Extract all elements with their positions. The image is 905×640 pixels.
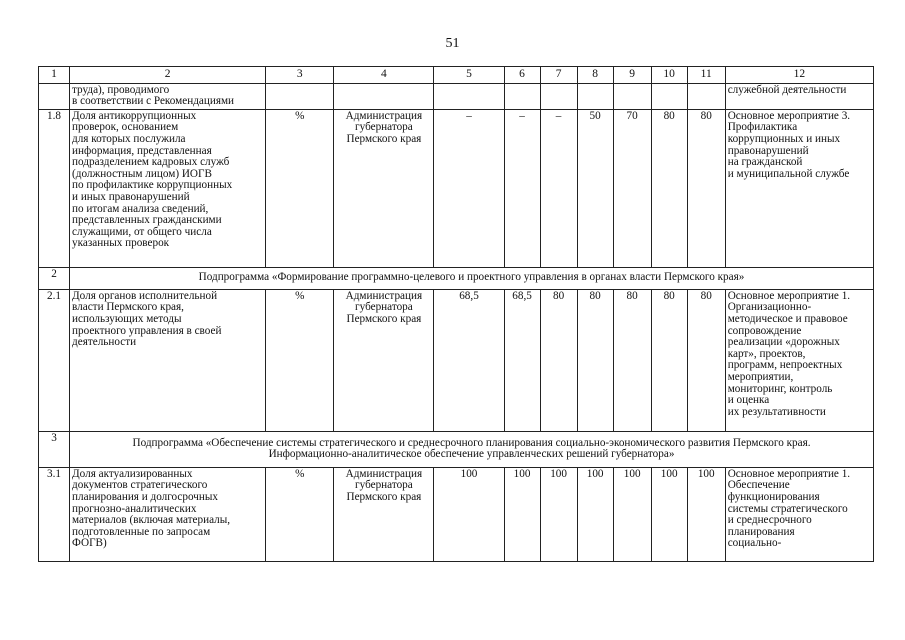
indicators-table — [38, 66, 874, 562]
measure-text: Основное мероприятие 3. Профилактика коррупционных и иных правонарушений на гражданской и муниципальной службе — [725, 109, 873, 267]
value-cell: 80 — [687, 109, 725, 267]
value-cell: – — [540, 109, 577, 267]
indicator-name: труда), проводимого в соответствии с Рекомендациями — [70, 83, 266, 109]
header-cell: 6 — [504, 67, 540, 84]
value-cell: 100 — [577, 467, 613, 561]
value-cell: 100 — [687, 467, 725, 561]
responsible-org: Администрация губернатора Пермского края — [334, 109, 434, 267]
measure-text: служебной деятельности — [725, 83, 873, 109]
value-cell: 100 — [651, 467, 687, 561]
row-number: 2.1 — [39, 289, 70, 431]
subprogram-row — [39, 431, 874, 467]
responsible-org: Администрация губернатора Пермского края — [334, 289, 434, 431]
header-cell: 5 — [434, 67, 504, 84]
row-number: 1.8 — [39, 109, 70, 267]
header-cell: 1 — [39, 67, 70, 84]
page-number: 51 — [445, 36, 460, 51]
value-cell: 80 — [651, 289, 687, 431]
header-cell: 11 — [687, 67, 725, 84]
value-cell: 50 — [577, 109, 613, 267]
indicator-name: Доля органов исполнительной власти Пермского края, использующих методы проектного управления в своей деятельности — [70, 289, 266, 431]
row-number: 2 — [39, 267, 70, 289]
header-cell: 7 — [540, 67, 577, 84]
value-cell: 80 — [613, 289, 651, 431]
value-cell: 80 — [651, 109, 687, 267]
unit: % — [266, 109, 334, 267]
value-cell: – — [434, 109, 504, 267]
value-cell: 80 — [540, 289, 577, 431]
value-cell: 68,5 — [504, 289, 540, 431]
unit: % — [266, 467, 334, 561]
unit: % — [266, 289, 334, 431]
header-cell: 3 — [266, 67, 334, 84]
subprogram-title: Подпрограмма «Обеспечение системы стратегического и среднесрочного планирования социально-экономического развития Пермского края. Информационно-аналитическое обеспечение управленческих решений губернатора» — [70, 431, 874, 467]
value-cell: 100 — [504, 467, 540, 561]
header-cell: 9 — [613, 67, 651, 84]
header-cell: 12 — [725, 67, 873, 84]
row-number: 3 — [39, 431, 70, 467]
row-number: 3.1 — [39, 467, 70, 561]
table-row — [39, 109, 874, 267]
value-cell: – — [504, 109, 540, 267]
indicator-name: Доля антикоррупционных проверок, основанием для которых послужила информация, представленная подразделением кадровых служб (должностным лицом) ИОГВ по профилактике коррупционных и иных правонарушений по итогам анализа сведений, представленных гражданскими служащими, от общего числа указанных проверок — [70, 109, 266, 267]
value-cell: 80 — [687, 289, 725, 431]
value-cell: 100 — [434, 467, 504, 561]
continuation-row — [39, 83, 874, 109]
header-cell: 8 — [577, 67, 613, 84]
responsible-org: Администрация губернатора Пермского края — [334, 467, 434, 561]
table-row — [39, 467, 874, 561]
table-row — [39, 289, 874, 431]
measure-text: Основное мероприятие 1. Обеспечение функционирования системы стратегического и среднесрочного планирования социально- — [725, 467, 873, 561]
header-row — [39, 67, 874, 84]
indicator-name: Доля актуализированных документов стратегического планирования и долгосрочных прогнозно-аналитических материалов (включая материалы, подготовленные по запросам ФОГВ) — [70, 467, 266, 561]
subprogram-title: Подпрограмма «Формирование программно-целевого и проектного управления в органах власти Пермского края» — [70, 267, 874, 289]
header-cell: 4 — [334, 67, 434, 84]
subprogram-row — [39, 267, 874, 289]
value-cell: 68,5 — [434, 289, 504, 431]
header-cell: 2 — [70, 67, 266, 84]
value-cell: 100 — [613, 467, 651, 561]
value-cell: 70 — [613, 109, 651, 267]
measure-text: Основное мероприятие 1. Организационно- методическое и правовое сопровождение реализации «дорожных карт», проектов, программ, непроектных мероприятии, мониторинг, контроль и оценка их результативности — [725, 289, 873, 431]
value-cell: 100 — [540, 467, 577, 561]
value-cell: 80 — [577, 289, 613, 431]
header-cell: 10 — [651, 67, 687, 84]
